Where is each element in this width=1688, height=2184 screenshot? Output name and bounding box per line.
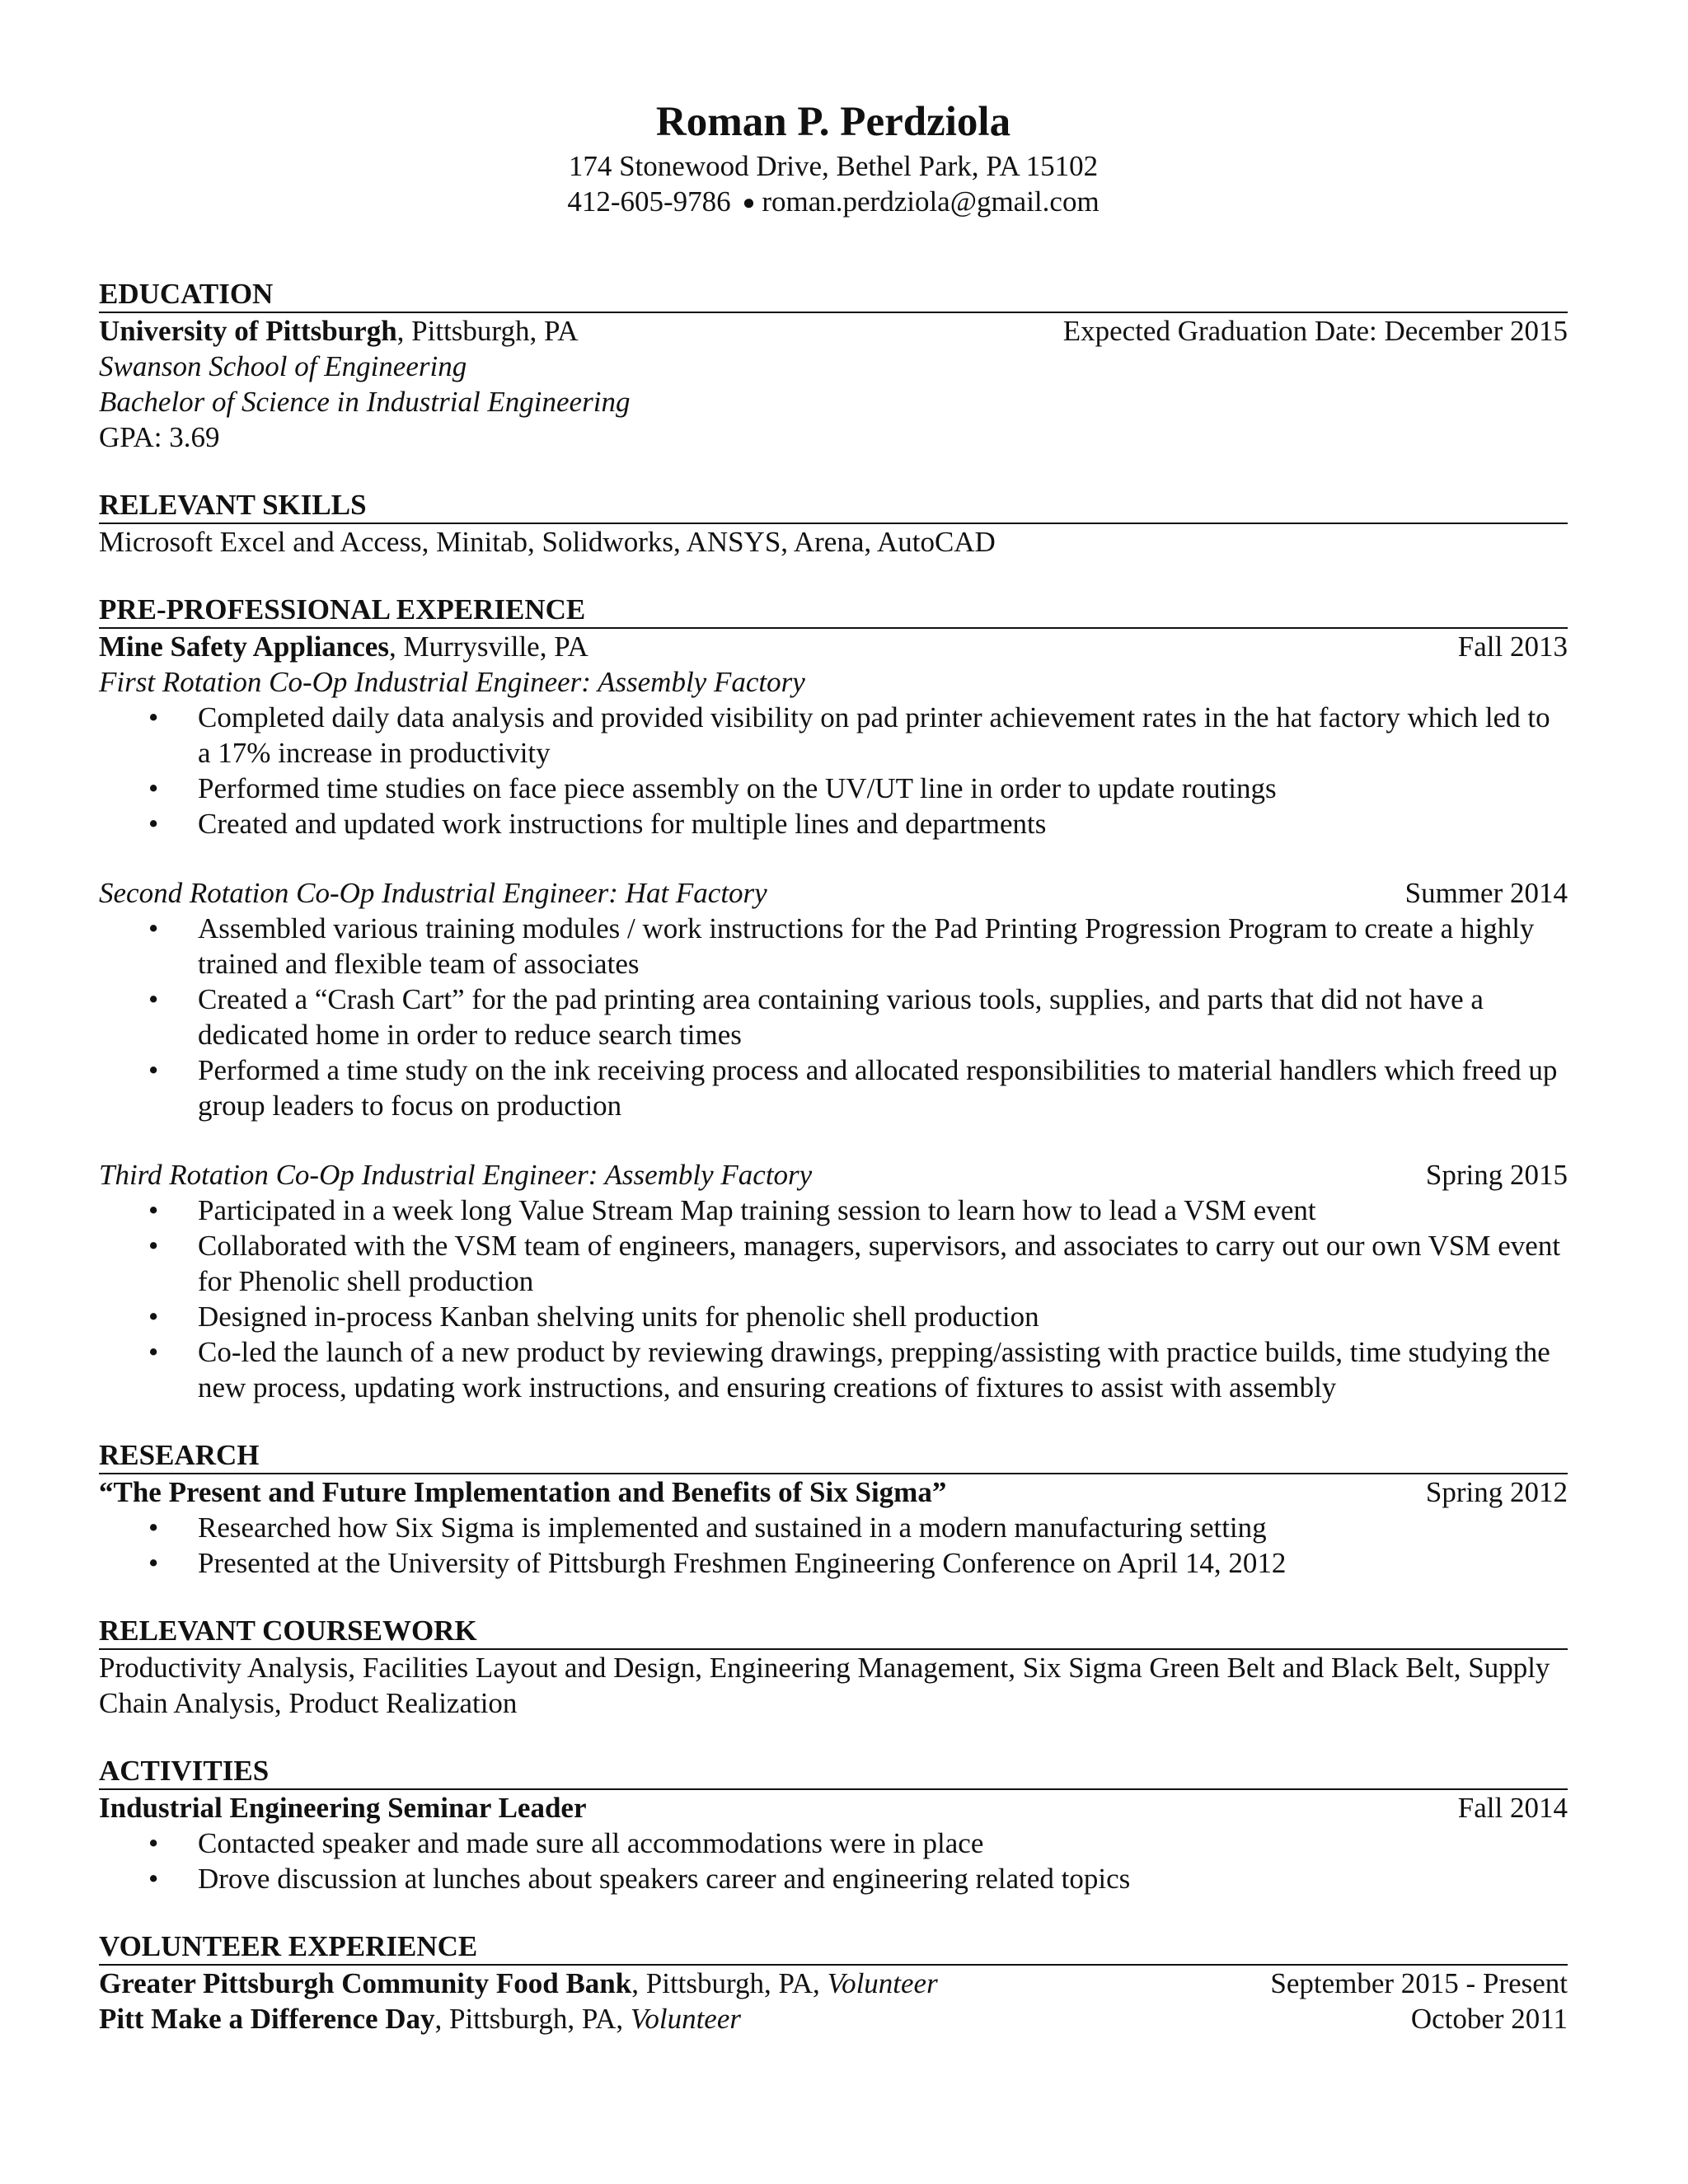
research-heading: RESEARCH	[99, 1439, 1568, 1474]
company-name: Mine Safety Appliances	[99, 630, 389, 663]
bullet-item: • Created a “Crash Cart” for the pad printing area containing various tools, supplies, and parts that did not have a dedicated home in order to reduce search times	[198, 982, 1568, 1052]
company-location: , Murrysville, PA	[388, 630, 588, 663]
school-location: , Pittsburgh, PA	[396, 315, 579, 347]
gpa: GPA: 3.69	[99, 421, 220, 453]
volunteer-org: Greater Pittsburgh Community Food Bank	[99, 1967, 632, 1999]
spacer	[99, 1123, 1568, 1157]
spacer	[99, 841, 1568, 875]
college-name: Swanson School of Engineering	[99, 350, 467, 382]
education-section	[99, 278, 1568, 455]
graduation-date: Expected Graduation Date: December 2015	[1062, 315, 1568, 347]
company-row	[99, 629, 1568, 664]
coursework-text: Productivity Analysis, Facilities Layout and Design, Engineering Management, Six Sigma Green Belt and Black Belt, Supply Chain Analysis, Product Realization	[99, 1652, 1550, 1719]
education-heading: EDUCATION	[99, 278, 1568, 313]
bullet-item: • Assembled various training modules / work instructions for the Pad Printing Progression Program to create a highly trained and flexible team of associates	[198, 911, 1568, 982]
role-title: Second Rotation Co-Op Industrial Engineer: Hat Factory	[99, 877, 767, 909]
role-bullets	[99, 911, 1568, 1123]
phone-number: 412-605-9786	[567, 185, 731, 218]
research-row	[99, 1474, 1568, 1510]
bullet-item: • Drove discussion at lunches about speakers career and engineering related topics	[198, 1861, 1568, 1896]
bullet-item: • Performed time studies on face piece assembly on the UV/UT line in order to update routings	[198, 771, 1568, 806]
bullet-item: • Completed daily data analysis and provided visibility on pad printer achievement rates in the hat factory which led to a 17% increase in productivity	[198, 700, 1568, 771]
contact-address: 174 Stonewood Drive, Bethel Park, PA 15102	[568, 150, 1099, 182]
skills-section	[99, 489, 1568, 560]
role-date: Spring 2015	[1425, 1159, 1568, 1191]
volunteer-row	[99, 1966, 1568, 2001]
volunteer-org: Pitt Make a Difference Day	[99, 2003, 435, 2035]
experience-heading: PRE-PROFESSIONAL EXPERIENCE	[99, 593, 1568, 629]
role-date: Summer 2014	[1404, 877, 1568, 909]
bullet-item: • Co-led the launch of a new product by reviewing drawings, prepping/assisting with practice builds, time studying the new process, updating work instructions, and ensuring creations of fixtures to assist with assembly	[198, 1334, 1568, 1405]
coursework-section	[99, 1615, 1568, 1721]
candidate-name: Roman P. Perdziola	[655, 99, 1011, 145]
bullet-item: • Presented at the University of Pittsburgh Freshmen Engineering Conference on April 14, 2012	[198, 1545, 1568, 1581]
research-title: “The Present and Future Implementation and Benefits of Six Sigma”	[99, 1476, 947, 1508]
bullet-item: • Participated in a week long Value Stream Map training session to learn how to lead a VSM event	[198, 1193, 1568, 1228]
bullet-item: • Created and updated work instructions for multiple lines and departments	[198, 806, 1568, 841]
volunteer-role: Volunteer	[827, 1967, 938, 1999]
research-bullets	[99, 1510, 1568, 1581]
role-date: Fall 2013	[1457, 630, 1568, 663]
volunteer-date: September 2015 - Present	[1270, 1967, 1568, 1999]
volunteer-location: , Pittsburgh, PA,	[631, 1967, 828, 1999]
skills-text: Microsoft Excel and Access, Minitab, Solidworks, ANSYS, Arena, AutoCAD	[99, 526, 996, 558]
bullet-item: • Contacted speaker and made sure all accommodations were in place	[198, 1825, 1568, 1861]
role-title: Third Rotation Co-Op Industrial Engineer: Assembly Factory	[99, 1159, 813, 1191]
role-title: First Rotation Co-Op Industrial Engineer: Assembly Factory	[99, 666, 805, 698]
education-school-row	[99, 313, 1568, 349]
role-row	[99, 875, 1568, 911]
contact-line	[99, 184, 1568, 220]
volunteer-row	[99, 2001, 1568, 2036]
research-date: Spring 2012	[1425, 1476, 1568, 1508]
coursework-heading: RELEVANT COURSEWORK	[99, 1615, 1568, 1650]
activity-date: Fall 2014	[1457, 1792, 1568, 1824]
bullet-item: • Collaborated with the VSM team of engineers, managers, supervisors, and associates to carry out our own VSM event for Phenolic shell production	[198, 1228, 1568, 1299]
research-section	[99, 1439, 1568, 1581]
role-row	[99, 1157, 1568, 1193]
activity-row	[99, 1790, 1568, 1825]
bullet-item: • Designed in-process Kanban shelving units for phenolic shell production	[198, 1299, 1568, 1334]
school-name: University of Pittsburgh	[99, 315, 397, 347]
degree-name: Bachelor of Science in Industrial Engineering	[99, 386, 631, 418]
volunteer-location: , Pittsburgh, PA,	[434, 2003, 631, 2035]
bullet-item: • Performed a time study on the ink receiving process and allocated responsibilities to material handlers which freed up group leaders to focus on production	[198, 1052, 1568, 1123]
email-address: roman.perdziola@gmail.com	[762, 185, 1100, 218]
role-bullets	[99, 700, 1568, 841]
activity-bullets	[99, 1825, 1568, 1896]
skills-heading: RELEVANT SKILLS	[99, 489, 1568, 524]
volunteer-heading: VOLUNTEER EXPERIENCE	[99, 1930, 1568, 1966]
volunteer-role: Volunteer	[630, 2003, 741, 2035]
volunteer-section	[99, 1930, 1568, 2036]
bullet-item: • Researched how Six Sigma is implemented and sustained in a modern manufacturing setting	[198, 1510, 1568, 1545]
role-bullets	[99, 1193, 1568, 1405]
activity-title: Industrial Engineering Seminar Leader	[99, 1792, 587, 1824]
activities-heading: ACTIVITIES	[99, 1755, 1568, 1790]
bullet-dot-icon: ●	[742, 190, 756, 214]
volunteer-date: October 2011	[1410, 2003, 1568, 2035]
experience-section	[99, 593, 1568, 1405]
activities-section	[99, 1755, 1568, 1896]
